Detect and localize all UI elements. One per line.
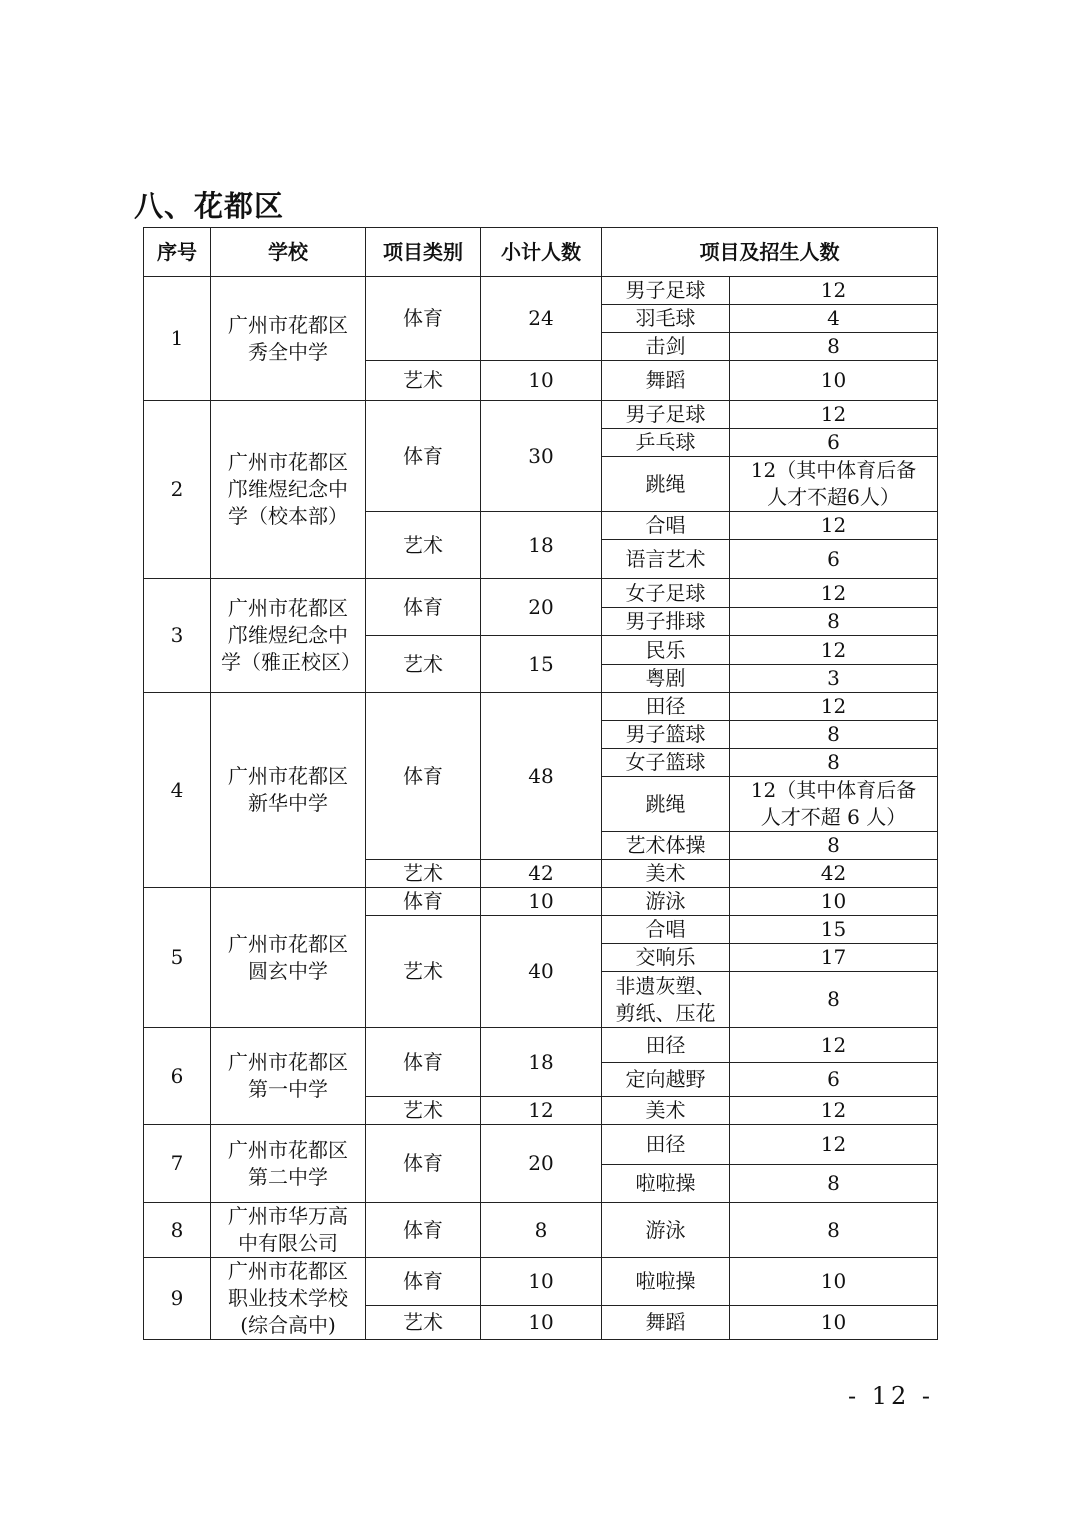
item-count: 17 bbox=[730, 944, 938, 972]
item-name: 田径 bbox=[602, 1125, 730, 1165]
item-name: 合唱 bbox=[602, 916, 730, 944]
item-count: 8 bbox=[730, 1203, 938, 1258]
item-count: 12 bbox=[730, 277, 938, 305]
enrollment-table bbox=[143, 227, 938, 1340]
table-row bbox=[144, 1258, 938, 1306]
row-number: 1 bbox=[144, 277, 211, 401]
school-name: 广州市花都区邝维煜纪念中学（校本部） bbox=[211, 401, 366, 579]
item-name: 粤剧 bbox=[602, 665, 730, 693]
table-row bbox=[144, 693, 938, 721]
item-count: 8 bbox=[730, 832, 938, 860]
item-name: 乒乓球 bbox=[602, 429, 730, 457]
category-cell: 体育 bbox=[366, 401, 481, 512]
table-header-row bbox=[144, 228, 938, 277]
category-cell: 体育 bbox=[366, 277, 481, 361]
row-number: 3 bbox=[144, 579, 211, 693]
item-count: 15 bbox=[730, 916, 938, 944]
header-items: 项目及招生人数 bbox=[602, 228, 938, 277]
row-number: 4 bbox=[144, 693, 211, 888]
item-count: 4 bbox=[730, 305, 938, 333]
item-name: 游泳 bbox=[602, 1203, 730, 1258]
item-count: 12 bbox=[730, 636, 938, 665]
item-name: 啦啦操 bbox=[602, 1165, 730, 1203]
subtotal-cell: 10 bbox=[481, 1258, 602, 1306]
category-cell: 艺术 bbox=[366, 361, 481, 401]
item-count: 10 bbox=[730, 361, 938, 401]
category-cell: 体育 bbox=[366, 1203, 481, 1258]
subtotal-cell: 24 bbox=[481, 277, 602, 361]
subtotal-cell: 18 bbox=[481, 512, 602, 579]
category-cell: 艺术 bbox=[366, 512, 481, 579]
school-name: 广州市花都区第一中学 bbox=[211, 1028, 366, 1125]
subtotal-cell: 42 bbox=[481, 860, 602, 888]
item-name: 跳绳 bbox=[602, 457, 730, 512]
item-count: 12 bbox=[730, 1028, 938, 1063]
item-count: 6 bbox=[730, 429, 938, 457]
table-row bbox=[144, 1125, 938, 1165]
item-count: 12 bbox=[730, 579, 938, 608]
item-name: 民乐 bbox=[602, 636, 730, 665]
category-cell: 艺术 bbox=[366, 1097, 481, 1125]
subtotal-cell: 15 bbox=[481, 636, 602, 693]
category-cell: 艺术 bbox=[366, 636, 481, 693]
table-row bbox=[144, 579, 938, 608]
item-count: 3 bbox=[730, 665, 938, 693]
row-number: 7 bbox=[144, 1125, 211, 1203]
item-count: 12 bbox=[730, 1097, 938, 1125]
header-school: 学校 bbox=[211, 228, 366, 277]
header-no: 序号 bbox=[144, 228, 211, 277]
item-name: 语言艺术 bbox=[602, 540, 730, 579]
subtotal-cell: 20 bbox=[481, 579, 602, 636]
category-cell: 体育 bbox=[366, 888, 481, 916]
item-count: 10 bbox=[730, 1306, 938, 1340]
item-count: 12 bbox=[730, 512, 938, 540]
item-count: 12（其中体育后备人才不超6人） bbox=[730, 457, 938, 512]
subtotal-cell: 10 bbox=[481, 1306, 602, 1340]
item-name: 非遗灰塑、剪纸、压花 bbox=[602, 972, 730, 1028]
item-count: 12 bbox=[730, 401, 938, 429]
item-count: 8 bbox=[730, 972, 938, 1028]
subtotal-cell: 12 bbox=[481, 1097, 602, 1125]
item-count: 8 bbox=[730, 608, 938, 636]
item-name: 男子排球 bbox=[602, 608, 730, 636]
subtotal-cell: 40 bbox=[481, 916, 602, 1028]
item-name: 女子篮球 bbox=[602, 749, 730, 777]
subtotal-cell: 30 bbox=[481, 401, 602, 512]
school-name: 广州市花都区新华中学 bbox=[211, 693, 366, 888]
row-number: 8 bbox=[144, 1203, 211, 1258]
item-name: 美术 bbox=[602, 860, 730, 888]
item-count: 6 bbox=[730, 540, 938, 579]
row-number: 9 bbox=[144, 1258, 211, 1340]
school-name: 广州市花都区职业技术学校(综合高中) bbox=[211, 1258, 366, 1340]
row-number: 2 bbox=[144, 401, 211, 579]
category-cell: 体育 bbox=[366, 579, 481, 636]
subtotal-cell: 18 bbox=[481, 1028, 602, 1097]
row-number: 6 bbox=[144, 1028, 211, 1125]
item-name: 男子足球 bbox=[602, 401, 730, 429]
item-count: 8 bbox=[730, 1165, 938, 1203]
section-heading: 八、花都区 bbox=[134, 189, 285, 223]
school-name: 广州市花都区邝维煜纪念中学（雅正校区） bbox=[211, 579, 366, 693]
item-count: 42 bbox=[730, 860, 938, 888]
category-cell: 体育 bbox=[366, 1125, 481, 1203]
item-name: 艺术体操 bbox=[602, 832, 730, 860]
item-count: 8 bbox=[730, 749, 938, 777]
item-count: 10 bbox=[730, 888, 938, 916]
item-name: 舞蹈 bbox=[602, 361, 730, 401]
header-category: 项目类别 bbox=[366, 228, 481, 277]
item-name: 女子足球 bbox=[602, 579, 730, 608]
category-cell: 体育 bbox=[366, 693, 481, 860]
table-row bbox=[144, 401, 938, 429]
page-number: - 12 - bbox=[847, 1382, 934, 1410]
item-name: 合唱 bbox=[602, 512, 730, 540]
category-cell: 体育 bbox=[366, 1258, 481, 1306]
item-name: 男子足球 bbox=[602, 277, 730, 305]
category-cell: 体育 bbox=[366, 1028, 481, 1097]
item-count: 12 bbox=[730, 693, 938, 721]
school-name: 广州市花都区第二中学 bbox=[211, 1125, 366, 1203]
item-count: 8 bbox=[730, 333, 938, 361]
category-cell: 艺术 bbox=[366, 916, 481, 1028]
table-row bbox=[144, 1028, 938, 1063]
item-name: 定向越野 bbox=[602, 1063, 730, 1097]
school-name: 广州市华万高中有限公司 bbox=[211, 1203, 366, 1258]
school-name: 广州市花都区圆玄中学 bbox=[211, 888, 366, 1028]
table-row bbox=[144, 277, 938, 305]
subtotal-cell: 8 bbox=[481, 1203, 602, 1258]
table-row bbox=[144, 1203, 938, 1258]
category-cell: 艺术 bbox=[366, 860, 481, 888]
item-name: 美术 bbox=[602, 1097, 730, 1125]
category-cell: 艺术 bbox=[366, 1306, 481, 1340]
item-count: 8 bbox=[730, 721, 938, 749]
item-name: 田径 bbox=[602, 693, 730, 721]
item-name: 游泳 bbox=[602, 888, 730, 916]
item-name: 啦啦操 bbox=[602, 1258, 730, 1306]
item-name: 男子篮球 bbox=[602, 721, 730, 749]
item-name: 羽毛球 bbox=[602, 305, 730, 333]
subtotal-cell: 10 bbox=[481, 361, 602, 401]
item-count: 6 bbox=[730, 1063, 938, 1097]
row-number: 5 bbox=[144, 888, 211, 1028]
table-row bbox=[144, 888, 938, 916]
item-count: 12 bbox=[730, 1125, 938, 1165]
item-count: 10 bbox=[730, 1258, 938, 1306]
subtotal-cell: 20 bbox=[481, 1125, 602, 1203]
item-name: 击剑 bbox=[602, 333, 730, 361]
item-count: 12（其中体育后备人才不超 6 人） bbox=[730, 777, 938, 832]
subtotal-cell: 48 bbox=[481, 693, 602, 860]
school-name: 广州市花都区秀全中学 bbox=[211, 277, 366, 401]
item-name: 跳绳 bbox=[602, 777, 730, 832]
header-subtotal: 小计人数 bbox=[481, 228, 602, 277]
item-name: 田径 bbox=[602, 1028, 730, 1063]
subtotal-cell: 10 bbox=[481, 888, 602, 916]
item-name: 交响乐 bbox=[602, 944, 730, 972]
item-name: 舞蹈 bbox=[602, 1306, 730, 1340]
